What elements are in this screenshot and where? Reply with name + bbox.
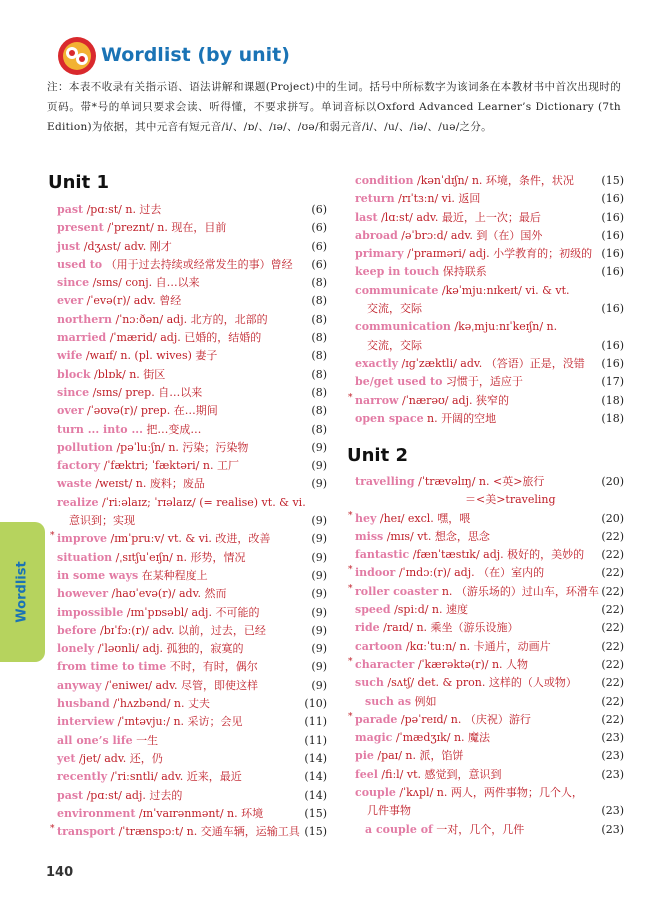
entry-page-number: (8) <box>311 276 327 290</box>
entry-headword: just <box>57 239 81 253</box>
entry-headword: waste <box>57 477 92 491</box>
wordlist-entry <box>57 329 327 347</box>
entry-definition: /ˈləʊnli/ adj. 孤独的，寂寞的 <box>94 642 244 656</box>
entry-headword: husband <box>57 697 110 711</box>
wordlist-logo-icon <box>57 36 97 76</box>
entry-definition: /ˈtrævəlɪŋ/ n. <英>旅行 <box>414 475 545 488</box>
entry-headword: communicate <box>355 283 439 297</box>
entry-headword: environment <box>57 806 136 820</box>
entry-page-number: (8) <box>311 404 327 418</box>
wordlist-entry <box>355 263 624 281</box>
entry-headword: past <box>57 788 84 802</box>
unit2-heading: Unit 2 <box>347 445 408 466</box>
entry-page-number: (22) <box>601 639 624 653</box>
entry-headword: block <box>57 367 91 381</box>
wordlist-entry <box>57 713 327 731</box>
entry-headword: couple <box>355 786 396 800</box>
entry-page-number: (15) <box>304 806 327 820</box>
entry-headword: over <box>57 404 84 418</box>
entry-page-number: (9) <box>311 532 327 546</box>
wordlist-entry <box>348 711 624 729</box>
entry-definition: /sʌtʃ/ det. & pron. 这样的（人或物） <box>383 676 577 690</box>
wordlist-entry <box>57 768 327 786</box>
entry-headword: such as <box>365 694 412 708</box>
entry-page-number: (8) <box>311 312 327 326</box>
wordlist-side-tab <box>0 522 45 662</box>
entry-page-number: (22) <box>601 584 624 598</box>
wordlist-entry <box>355 619 624 637</box>
entry-page-number: (9) <box>311 678 327 692</box>
entry-definition: /mɪs/ vt. 想念，思念 <box>383 529 490 543</box>
page-number: 140 <box>46 865 74 880</box>
entry-headword: since <box>57 385 90 399</box>
entry-page-number: (22) <box>601 548 624 562</box>
wordlist-entry <box>355 638 624 656</box>
entry-page-number: (22) <box>601 566 624 580</box>
entry-page-number: (22) <box>601 712 624 726</box>
entry-page-number: (14) <box>304 751 327 765</box>
wordlist-entry <box>355 766 624 784</box>
wordlist-entry <box>355 729 624 747</box>
entry-headword: fantastic <box>355 548 410 562</box>
wordlist-entry <box>355 190 624 208</box>
entry-definition: /ˈkærəktə(r)/ n. 人物 <box>414 657 529 671</box>
required-reading-star-icon: * <box>348 656 353 667</box>
wordlist-entry <box>355 282 624 300</box>
entry-headword: all one’s life <box>57 733 133 747</box>
entry-page-number: (20) <box>601 475 624 488</box>
entry-page-number: (16) <box>601 356 624 370</box>
wordlist-entry <box>355 802 624 820</box>
entry-definition: /ˈriːsntli/ adv. 近来，最近 <box>107 770 242 784</box>
entry-headword: roller coaster <box>355 584 439 598</box>
entry-definition: /ˌsɪtʃuˈeɪʃn/ n. 形势，情况 <box>112 550 246 564</box>
entry-page-number: (11) <box>304 733 327 747</box>
entry-definition: 意识到；实现 <box>69 514 135 528</box>
wordlist-entry <box>57 347 327 365</box>
entry-headword: exactly <box>355 356 399 370</box>
entry-page-number: (20) <box>601 511 624 525</box>
entry-headword: magic <box>355 731 393 745</box>
wordlist-entry <box>355 227 624 245</box>
entry-headword: travelling <box>355 475 415 488</box>
wordlist-entry <box>355 373 624 391</box>
wordlist-entry <box>355 209 624 227</box>
entry-definition: /sɪns/ prep. 自…以来 <box>89 385 203 399</box>
entry-page-number: (9) <box>311 477 327 491</box>
entry-definition: /pɑːst/ n. 过去 <box>83 203 162 216</box>
entry-definition: /ˈpreznt/ n. 现在，目前 <box>103 221 227 235</box>
entry-definition: /kəˌmjuːnɪˈkeɪʃn/ n. <box>450 320 558 334</box>
entry-headword: married <box>57 331 107 345</box>
entry-definition: /ɪmˈpɒsəbl/ adj. 不可能的 <box>123 605 260 619</box>
entry-page-number: (23) <box>601 822 624 836</box>
entry-definition: 在某种程度上 <box>138 568 208 582</box>
entry-definition: /weɪst/ n. 废料；废品 <box>91 477 205 491</box>
entry-headword: situation <box>57 550 113 564</box>
entry-headword: last <box>355 210 378 224</box>
wordlist-entry <box>57 695 327 713</box>
entry-headword: abroad <box>355 228 398 242</box>
entry-definition: /paɪ/ n. 派，馅饼 <box>373 749 464 763</box>
entry-definition: /ˈtrænspɔːt/ n. 交通车辆，运输工具 <box>115 825 300 839</box>
wordlist-entry <box>57 658 327 676</box>
entry-headword: character <box>355 657 415 671</box>
entry-definition: （用于过去持续或经常发生的事）曾经 <box>102 257 293 271</box>
wordlist-entry <box>355 300 624 318</box>
wordlist-entry <box>355 601 624 619</box>
entry-definition: /kənˈdɪʃn/ n. 环境，条件，状况 <box>413 174 574 187</box>
entry-headword: be/get used to <box>355 375 443 389</box>
entry-definition: /ˈfæktri; ˈfæktəri/ n. 工厂 <box>100 459 239 473</box>
wordlist-entry <box>57 274 327 292</box>
entry-page-number: (22) <box>601 694 624 708</box>
wordlist-entry <box>57 384 327 402</box>
wordlist-entry <box>57 640 327 658</box>
entry-page-number: (16) <box>601 302 624 316</box>
wordlist-entry <box>57 256 327 274</box>
entry-headword: parade <box>355 712 398 726</box>
entry-headword: yet <box>57 751 76 765</box>
wordlist-entry <box>57 457 327 475</box>
required-reading-star-icon: * <box>348 583 353 594</box>
entry-definition: /ˈɪntəvjuː/ n. 采访；会见 <box>114 715 243 729</box>
entry-headword: speed <box>355 603 391 617</box>
entry-page-number: (22) <box>601 621 624 635</box>
entry-page-number: (6) <box>311 221 327 235</box>
entry-headword: however <box>57 587 108 601</box>
entry-definition: /pɑːst/ adj. 过去的 <box>83 788 183 802</box>
entry-headword: pie <box>355 749 374 763</box>
entry-headword: wife <box>57 349 83 363</box>
entry-page-number: (9) <box>311 514 327 528</box>
entry-definition: /ˈnærəʊ/ adj. 狭窄的 <box>398 393 509 407</box>
entry-definition: /əˈbrɔːd/ adv. 到（在）国外 <box>397 228 543 242</box>
entry-page-number: (9) <box>311 459 327 473</box>
entry-definition: /ˈhʌzbənd/ n. 丈夫 <box>109 697 210 711</box>
entry-page-number: (9) <box>311 587 327 601</box>
entry-headword: a couple of <box>365 822 433 836</box>
entry-page-number: (16) <box>601 265 624 279</box>
entry-definition: /lɑːst/ adv. 最近，上一次；最后 <box>377 210 541 224</box>
unit1-right-column <box>348 172 624 428</box>
wordlist-entry <box>50 530 327 548</box>
entry-headword: hey <box>355 511 377 525</box>
wordlist-entry <box>57 677 327 695</box>
entry-definition: 交流，交际 <box>367 338 422 352</box>
wordlist-entry <box>50 823 327 841</box>
entry-headword: used to <box>57 257 103 271</box>
entry-headword: such <box>355 676 384 690</box>
wordlist-entry <box>355 337 624 355</box>
entry-headword: ride <box>355 621 380 635</box>
entry-headword: turn ... into ... <box>57 422 143 436</box>
wordlist-entry <box>57 238 327 256</box>
entry-headword: return <box>355 192 395 206</box>
entry-definition: /raɪd/ n. 乘坐（游乐设施） <box>379 621 519 635</box>
entry-headword: condition <box>355 174 414 187</box>
entry-definition: /sɪns/ conj. 自…以来 <box>89 276 200 290</box>
entry-headword: keep in touch <box>355 265 440 279</box>
entry-page-number: (6) <box>311 203 327 216</box>
entry-definition: /ˈkʌpl/ n. 两人，两件事物；几个人， <box>395 786 583 800</box>
entry-page-number: (23) <box>601 731 624 745</box>
entry-headword: improve <box>57 532 108 546</box>
wordlist-entry <box>57 787 327 805</box>
entry-definition: /ɪɡˈzæktli/ adv. （答语）正是，没错 <box>398 356 585 370</box>
page-title: Wordlist (by unit) <box>101 44 290 66</box>
wordlist-entry <box>355 693 624 711</box>
entry-page-number: (9) <box>311 568 327 582</box>
wordlist-entry <box>348 656 624 674</box>
entry-headword: anyway <box>57 678 102 692</box>
entry-page-number: (22) <box>601 529 624 543</box>
wordlist-entry <box>57 585 327 603</box>
wordlist-entry <box>57 475 327 493</box>
wordlist-entry <box>355 784 624 802</box>
entry-definition: /pəˈluːʃn/ n. 污染；污染物 <box>112 440 249 454</box>
unit1-left-column <box>50 201 327 841</box>
wordlist-entry <box>57 292 327 310</box>
entry-definition: /fiːl/ vt. 感觉到，意识到 <box>377 767 502 781</box>
wordlist-entry <box>355 546 624 564</box>
entry-definition: /bɪˈfɔː(r)/ adv. 以前，过去，已经 <box>96 623 266 637</box>
entry-page-number: (6) <box>311 239 327 253</box>
entry-definition: 一生 <box>132 733 159 747</box>
wordlist-entry <box>348 392 624 410</box>
entry-page-number: (9) <box>311 605 327 619</box>
entry-page-number: (8) <box>311 331 327 345</box>
entry-definition: /ˈəʊvə(r)/ prep. 在…期间 <box>83 404 218 418</box>
entry-headword: lonely <box>57 642 95 656</box>
entry-headword: miss <box>355 529 384 543</box>
entry-page-number: (15) <box>601 174 624 187</box>
entry-page-number: (22) <box>601 603 624 617</box>
required-reading-star-icon: * <box>50 824 55 835</box>
entry-page-number: (8) <box>311 422 327 436</box>
entry-definition: /kɑːˈtuːn/ n. 卡通片，动画片 <box>402 639 551 653</box>
entry-page-number: (16) <box>601 228 624 242</box>
entry-page-number: (11) <box>304 715 327 729</box>
entry-page-number: (8) <box>311 349 327 363</box>
required-reading-star-icon: * <box>348 392 353 403</box>
entry-definition: /ɪnˈvaɪrənmənt/ n. 环境 <box>135 806 264 820</box>
entry-page-number: (9) <box>311 642 327 656</box>
entry-headword: open space <box>355 411 424 425</box>
entry-definition: /ˈmærid/ adj. 已婚的，结婚的 <box>106 331 262 345</box>
entry-headword: interview <box>57 715 115 729</box>
entry-headword: primary <box>355 247 404 261</box>
wordlist-entry <box>57 622 327 640</box>
entry-headword: recently <box>57 770 108 784</box>
entry-headword: indoor <box>355 566 396 580</box>
wordlist-entry <box>355 821 624 839</box>
entry-definition: 一对，几个，几件 <box>432 822 525 836</box>
entry-page-number: (16) <box>601 192 624 206</box>
required-reading-star-icon: * <box>348 565 353 576</box>
entry-definition: 保持联系 <box>439 265 487 279</box>
entry-headword: from time to time <box>57 660 167 674</box>
entry-definition: /blɒk/ n. 街区 <box>90 367 166 381</box>
entry-page-number: (6) <box>311 257 327 271</box>
wordlist-entry <box>57 311 327 329</box>
wordlist-entry <box>355 410 624 428</box>
entry-definition: /heɪ/ excl. 嘿，喂 <box>376 511 471 525</box>
wordlist-entry <box>355 747 624 765</box>
wordlist-entry <box>57 805 327 823</box>
entry-definition: /jet/ adv. 还，仍 <box>75 751 163 765</box>
wordlist-entry <box>355 355 624 373</box>
entry-definition: /ˈriːəlaɪz; ˈrɪəlaɪz/ (= realise) vt. & vi. <box>98 495 306 509</box>
wordlist-entry <box>57 421 327 439</box>
wordlist-entry <box>355 473 624 491</box>
entry-definition: /spiːd/ n. 速度 <box>390 603 469 617</box>
wordlist-entry <box>57 402 327 420</box>
entry-definition: /ˈnɔːðən/ adj. 北方的，北部的 <box>112 312 268 326</box>
entry-definition: /ˈɪndɔː(r)/ adj. （在）室内的 <box>395 566 545 580</box>
entry-headword: realize <box>57 495 99 509</box>
entry-page-number: (15) <box>304 825 327 839</box>
wordlist-entry <box>348 510 624 528</box>
entry-headword: past <box>57 203 84 216</box>
entry-headword: cartoon <box>355 639 403 653</box>
entry-headword: narrow <box>355 393 399 407</box>
entry-definition: /ˈmædʒɪk/ n. 魔法 <box>392 731 491 745</box>
entry-page-number: (17) <box>601 375 624 389</box>
entry-headword: communication <box>355 320 451 334</box>
entry-page-number: (22) <box>601 657 624 671</box>
wordlist-entry <box>57 219 327 237</box>
entry-page-number: (9) <box>311 660 327 674</box>
entry-page-number: (14) <box>304 788 327 802</box>
entry-page-number: (16) <box>601 338 624 352</box>
entry-page-number: (9) <box>311 440 327 454</box>
wordlist-entry <box>57 567 327 585</box>
entry-page-number: (23) <box>601 804 624 818</box>
entry-definition: /haʊˈevə(r)/ adv. 然而 <box>108 587 227 601</box>
wordlist-entry <box>57 750 327 768</box>
wordlist-entry <box>355 172 624 190</box>
entry-definition: 把…变成… <box>142 422 202 436</box>
wordlist-entry <box>348 583 624 601</box>
entry-headword: pollution <box>57 440 113 454</box>
wordlist-entry <box>355 674 624 692</box>
entry-headword: present <box>57 221 104 235</box>
entry-headword: factory <box>57 459 101 473</box>
entry-page-number: (16) <box>601 210 624 224</box>
entry-page-number: (10) <box>304 697 327 711</box>
entry-definition: /rɪˈtɜːn/ vi. 返回 <box>394 192 481 206</box>
wordlist-entry <box>57 366 327 384</box>
entry-page-number: (8) <box>311 367 327 381</box>
intro-note: 注：本表不收录有关指示语、语法讲解和课题(Project)中的生词。括号中所标数字为该词条在本教材书中首次出现时的页码。带*号的单词只要求会读、听得懂，不要求拼写。单词音标以Oxford Advanced Learner’s Dictionary (7th Edition)为依据，其中元音有短元音/i/、/ɒ/、/ɪə/、/ʊə/和弱元音/i/、/u/、/iə/、/uə/之分。 <box>47 81 621 133</box>
entry-definition: n. （游乐场的）过山车，环滑车 <box>438 584 599 598</box>
entry-page-number: (22) <box>601 676 624 690</box>
entry-definition: /ˈevə(r)/ adv. 曾经 <box>83 294 182 308</box>
entry-page-number: (9) <box>311 550 327 564</box>
entry-headword: transport <box>57 825 116 839</box>
entry-definition: 习惯于，适应于 <box>442 375 523 389</box>
entry-headword: northern <box>57 312 112 326</box>
entry-page-number: (8) <box>311 294 327 308</box>
required-reading-star-icon: * <box>348 510 353 521</box>
entry-page-number: (18) <box>601 411 624 425</box>
unit1-heading: Unit 1 <box>48 172 109 193</box>
entry-page-number: (23) <box>601 749 624 763</box>
entry-definition: /ˈpraɪməri/ adj. 小学教育的；初级的 <box>403 247 593 261</box>
entry-definition: 交流，交际 <box>367 302 422 316</box>
entry-definition: /ɪmˈpruːv/ vt. & vi. 改进，改善 <box>107 532 271 546</box>
entry-definition: 例如 <box>411 694 437 708</box>
entry-headword: feel <box>355 767 378 781</box>
wordlist-entry <box>57 512 327 530</box>
entry-definition: /ˈeniweɪ/ adv. 尽管，即使这样 <box>101 678 259 692</box>
required-reading-star-icon: * <box>50 531 55 542</box>
entry-headword: since <box>57 276 90 290</box>
side-tab-label: Wordlist <box>14 561 30 623</box>
entry-definition: /pəˈreɪd/ n. （庆祝）游行 <box>397 712 531 726</box>
entry-headword: impossible <box>57 605 124 619</box>
entry-definition: n. 开阔的空地 <box>423 411 497 425</box>
required-reading-star-icon: * <box>348 711 353 722</box>
wordlist-entry <box>57 549 327 567</box>
entry-definition: /waɪf/ n. (pl. wives) 妻子 <box>82 349 218 363</box>
wordlist-entry <box>355 528 624 546</box>
entry-definition: ＝<美>traveling <box>465 493 556 507</box>
wordlist-entry <box>57 439 327 457</box>
entry-headword: ever <box>57 294 84 308</box>
entry-page-number: (8) <box>311 385 327 399</box>
wordlist-entry <box>57 201 327 219</box>
entry-definition: 不时，有时，偶尔 <box>166 660 258 674</box>
entry-headword: before <box>57 623 97 637</box>
entry-page-number: (16) <box>601 247 624 261</box>
entry-page-number: (23) <box>601 767 624 781</box>
entry-definition: 几件事物 <box>367 804 411 818</box>
unit2-column <box>348 473 624 839</box>
entry-definition: /kəˈmjuːnɪkeɪt/ vi. & vt. <box>438 283 570 297</box>
entry-definition: /fænˈtæstɪk/ adj. 极好的，美妙的 <box>409 548 585 562</box>
wordlist-entry <box>355 491 624 509</box>
entry-page-number: (14) <box>304 770 327 784</box>
entry-page-number: (18) <box>601 393 624 407</box>
wordlist-entry <box>355 245 624 263</box>
wordlist-entry <box>355 318 624 336</box>
wordlist-entry <box>348 564 624 582</box>
wordlist-entry <box>57 732 327 750</box>
wordlist-entry <box>57 494 327 512</box>
entry-definition: /dʒʌst/ adv. 刚才 <box>80 239 172 253</box>
entry-page-number: (9) <box>311 623 327 637</box>
wordlist-entry <box>57 604 327 622</box>
entry-headword: in some ways <box>57 568 139 582</box>
